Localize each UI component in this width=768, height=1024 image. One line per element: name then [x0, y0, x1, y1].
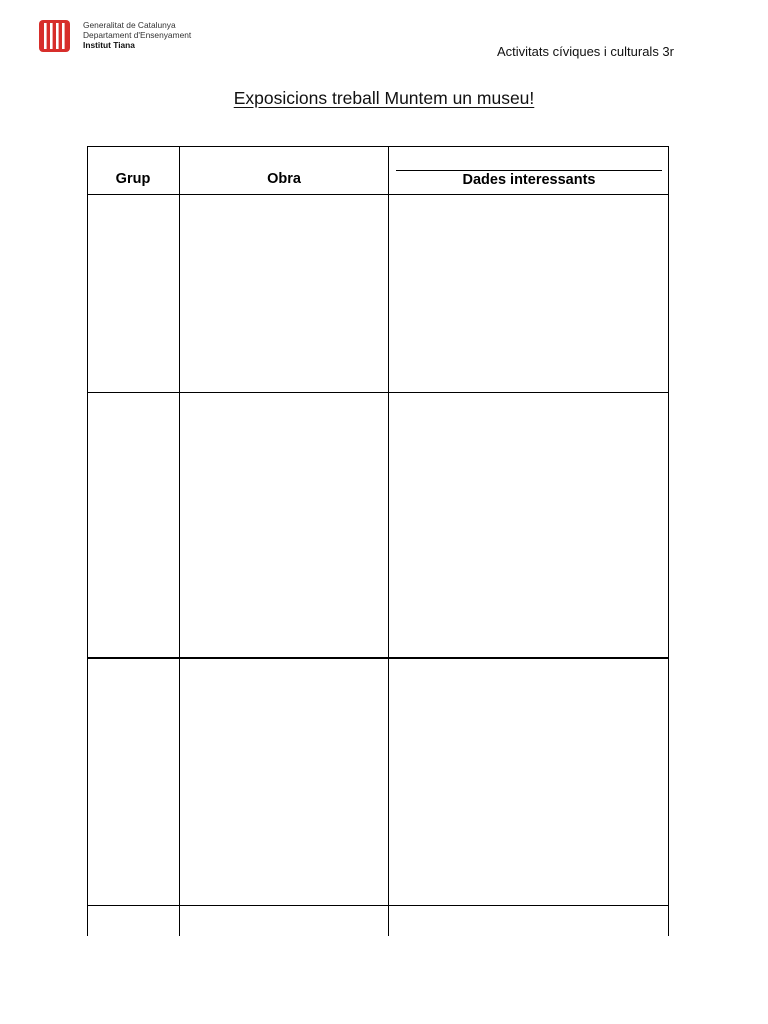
table-row — [87, 659, 669, 905]
org-line-2: Departament d'Ensenyament — [83, 30, 192, 40]
document-title: Exposicions treball Muntem un museu! — [233, 88, 535, 108]
senyera-icon — [39, 20, 70, 52]
course-name: Activitats cíviques i culturals 3r — [496, 44, 674, 59]
column-header-dades: Dades interessants — [462, 172, 596, 188]
table-row — [87, 906, 669, 936]
column-header-grup: Grup — [115, 171, 151, 187]
table-border-top — [87, 146, 669, 147]
column-header-obra: Obra — [267, 171, 301, 187]
table-row — [87, 393, 669, 657]
exhibition-table — [87, 146, 669, 936]
generalitat-logo — [39, 20, 191, 52]
org-line-1: Generalitat de Catalunya — [83, 20, 176, 30]
logo-text — [83, 20, 191, 50]
table-row — [87, 195, 669, 392]
institution-name: Institut Tiana — [83, 40, 135, 50]
